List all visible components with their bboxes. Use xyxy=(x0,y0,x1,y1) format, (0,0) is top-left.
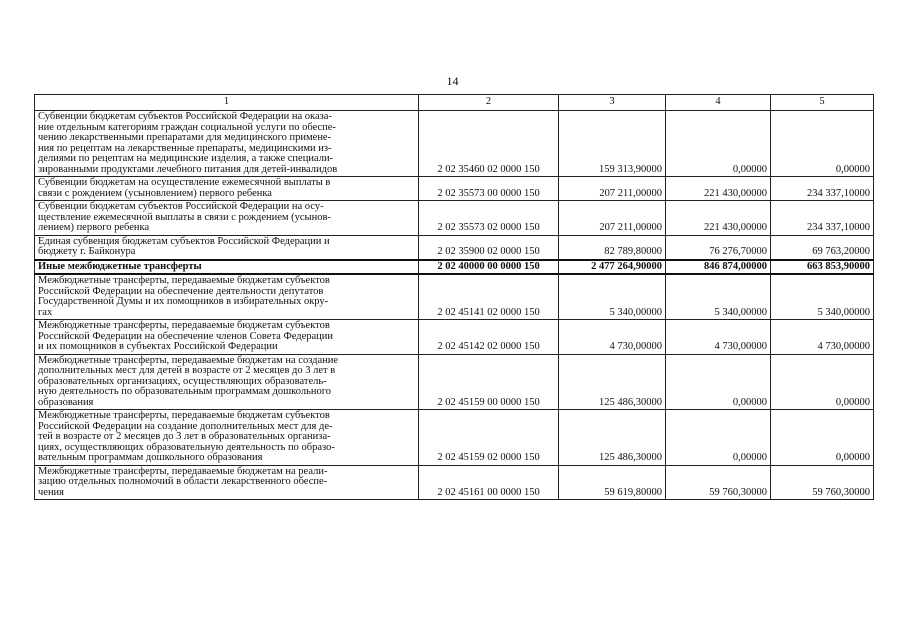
row-value-col4: 4 730,00000 xyxy=(666,320,771,355)
row-name: Субвенции бюджетам субъектов Российской Федерации на осу- ществление ежемесячной выплаты в связи с рождением (усынов- лением) первого ребенка xyxy=(35,201,419,236)
row-value-col3: 82 789,80000 xyxy=(559,235,666,260)
row-value-col4: 0,00000 xyxy=(666,111,771,177)
budget-table xyxy=(34,94,874,500)
row-value-col5: 4 730,00000 xyxy=(771,320,874,355)
header-col-4: 4 xyxy=(666,95,771,111)
row-value-col4: 846 874,00000 xyxy=(666,260,771,275)
table-row xyxy=(35,354,874,410)
row-name: Межбюджетные трансферты, передаваемые бюджетам на реали- зацию отдельных полномочий в области лекарственного обеспе- чения xyxy=(35,465,419,500)
header-col-2: 2 xyxy=(419,95,559,111)
row-value-col3: 207 211,00000 xyxy=(559,201,666,236)
row-name: Межбюджетные трансферты, передаваемые бюджетам субъектов Российской Федерации на обеспечение деятельности депутатов Государственной Думы и их помощников в избирательных окру- гах xyxy=(35,274,419,320)
table-row xyxy=(35,201,874,236)
page-number: 14 xyxy=(446,74,459,88)
table-row xyxy=(35,465,874,500)
row-code: 2 02 35460 02 0000 150 xyxy=(419,111,559,177)
table-row xyxy=(35,320,874,355)
row-code: 2 02 40000 00 0000 150 xyxy=(419,260,559,275)
row-value-col5: 0,00000 xyxy=(771,111,874,177)
row-code: 2 02 35573 00 0000 150 xyxy=(419,177,559,201)
row-name: Субвенции бюджетам субъектов Российской Федерации на оказа- ние отдельным категориям граждан социальной услуги по обеспе- чению лекарственными препаратами для медицинского примене- ния по рецептам на лекарственные препараты, медицинскими из- делиями по рецептам на медицинские изделия, а также специали- зированными продуктами лечебного питания для детей-инвалидов xyxy=(35,111,419,177)
row-code: 2 02 45159 00 0000 150 xyxy=(419,354,559,410)
table-row xyxy=(35,177,874,201)
row-code: 2 02 45161 00 0000 150 xyxy=(419,465,559,500)
row-value-col3: 2 477 264,90000 xyxy=(559,260,666,275)
header-col-5: 5 xyxy=(771,95,874,111)
row-value-col4: 59 760,30000 xyxy=(666,465,771,500)
row-value-col4: 76 276,70000 xyxy=(666,235,771,260)
row-value-col5: 234 337,10000 xyxy=(771,177,874,201)
row-name: Межбюджетные трансферты, передаваемые бюджетам субъектов Российской Федерации на обеспечение членов Совета Федерации и их помощников в субъектах Российской Федерации xyxy=(35,320,419,355)
table-row xyxy=(35,410,874,466)
row-code: 2 02 45142 02 0000 150 xyxy=(419,320,559,355)
row-value-col5: 234 337,10000 xyxy=(771,201,874,236)
row-value-col3: 125 486,30000 xyxy=(559,410,666,466)
row-name: Субвенции бюджетам на осуществление ежемесячной выплаты в связи с рождением (усыновлением) первого ребенка xyxy=(35,177,419,201)
row-value-col3: 125 486,30000 xyxy=(559,354,666,410)
row-value-col3: 207 211,00000 xyxy=(559,177,666,201)
row-value-col5: 663 853,90000 xyxy=(771,260,874,275)
row-value-col4: 5 340,00000 xyxy=(666,274,771,320)
table-row xyxy=(35,235,874,260)
row-code: 2 02 35573 02 0000 150 xyxy=(419,201,559,236)
row-name: Межбюджетные трансферты, передаваемые бюджетам на создание дополнительных мест для детей в возрасте от 2 месяцев до 3 лет в образовательных организациях, осуществляющих образователь- ную деятельность по образовательным программам дошкольного образования xyxy=(35,354,419,410)
row-name: Единая субвенция бюджетам субъектов Российской Федерации и бюджету г. Байконура xyxy=(35,235,419,260)
table-header-row xyxy=(35,95,874,111)
row-value-col5: 59 760,30000 xyxy=(771,465,874,500)
row-value-col5: 5 340,00000 xyxy=(771,274,874,320)
row-code: 2 02 35900 02 0000 150 xyxy=(419,235,559,260)
row-code: 2 02 45141 02 0000 150 xyxy=(419,274,559,320)
row-name: Межбюджетные трансферты, передаваемые бюджетам субъектов Российской Федерации на создание дополнительных мест для де- тей в возрасте от 2 месяцев до 3 лет в образовательных организа- циях, осуществляющих образовательную деятельность по образо- вательным программам дошкольного образования xyxy=(35,410,419,466)
row-value-col4: 0,00000 xyxy=(666,410,771,466)
table-row xyxy=(35,111,874,177)
header-col-1: 1 xyxy=(35,95,419,111)
header-col-3: 3 xyxy=(559,95,666,111)
table-row-section-total xyxy=(35,260,874,275)
row-value-col3: 59 619,80000 xyxy=(559,465,666,500)
row-code: 2 02 45159 02 0000 150 xyxy=(419,410,559,466)
row-value-col3: 5 340,00000 xyxy=(559,274,666,320)
row-value-col4: 0,00000 xyxy=(666,354,771,410)
row-value-col3: 159 313,90000 xyxy=(559,111,666,177)
row-value-col4: 221 430,00000 xyxy=(666,201,771,236)
row-value-col3: 4 730,00000 xyxy=(559,320,666,355)
row-value-col5: 69 763,20000 xyxy=(771,235,874,260)
row-name: Иные межбюджетные трансферты xyxy=(35,260,419,275)
table-row xyxy=(35,274,874,320)
row-value-col4: 221 430,00000 xyxy=(666,177,771,201)
row-value-col5: 0,00000 xyxy=(771,354,874,410)
row-value-col5: 0,00000 xyxy=(771,410,874,466)
